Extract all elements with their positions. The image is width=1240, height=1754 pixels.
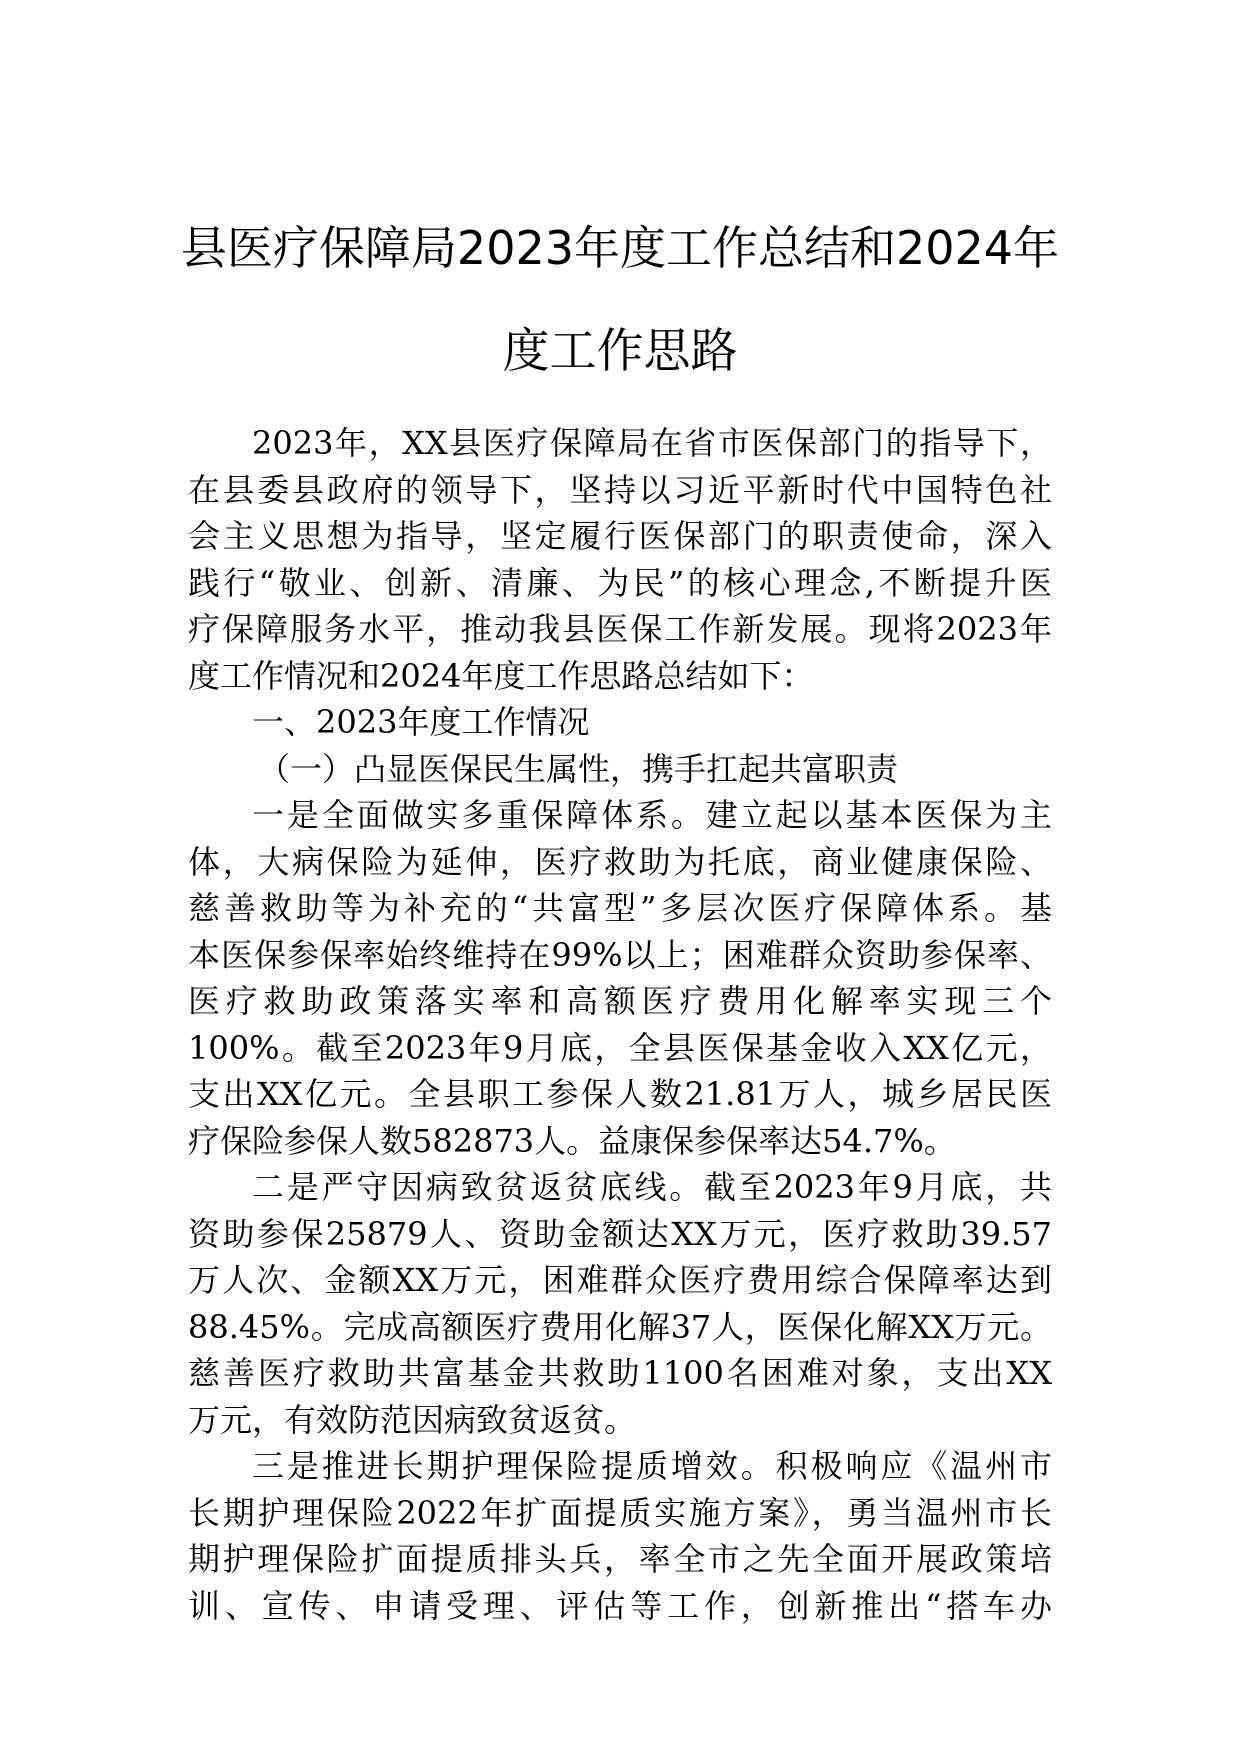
body-line: 践行“敬业、创新、清廉、为民”的核心理念,不断提升医 xyxy=(188,563,1052,602)
body-line: 体，大病保险为延伸，医疗救助为托底，商业健康保险、 xyxy=(188,842,1052,881)
body-line: 长期护理保险2022年扩面提质实施方案》，勇当温州市长 xyxy=(188,1493,1052,1532)
body-line: 一是全面做实多重保障体系。建立起以基本医保为主 xyxy=(252,796,1052,834)
body-line: 疗保障服务水平，推动我县医保工作新发展。现将2023年 xyxy=(188,610,1052,648)
title-line-2: 度工作思路 xyxy=(502,324,738,379)
body-line: 训、宣传、申请受理、评估等工作，创新推出“搭车办 xyxy=(188,1586,1052,1625)
body-line: 资助参保25879人、资助金额达XX万元，医疗救助39.57 xyxy=(188,1214,1052,1253)
body-line: 万元，有效防范因病致贫返贫。 xyxy=(188,1400,637,1439)
body-line: 会主义思想为指导，坚定履行医保部门的职责使命，深入 xyxy=(188,517,1052,555)
body-line: 慈善救助等为补充的“共富型”多层次医疗保障体系。基 xyxy=(188,889,1052,927)
body-line: 医疗救助政策落实率和高额医疗费用化解率实现三个 xyxy=(188,982,1052,1020)
body-line: 在县委县政府的领导下，坚持以习近平新时代中国特色社 xyxy=(188,470,1052,509)
body-line: 期护理保险扩面提质排头兵，率全市之先全面开展政策培 xyxy=(188,1540,1052,1578)
body-line: 二是严守因病致贫返贫底线。截至2023年9月底，共 xyxy=(252,1168,1052,1206)
body-line: 万人次、金额XX万元，困难群众医疗费用综合保障率达到 xyxy=(188,1261,1052,1299)
body-line: 本医保参保率始终维持在99%以上；困难群众资助参保率、 xyxy=(188,935,1052,974)
document-body xyxy=(188,420,1052,1629)
body-line: 100%。截至2023年9月底，全县医保基金收入XX亿元， xyxy=(188,1028,1052,1067)
body-line: 支出XX亿元。全县职工参保人数21.81万人，城乡居民医 xyxy=(188,1075,1052,1113)
body-line: 88.45%。完成高额医疗费用化解37人，医保化解XX万元。 xyxy=(188,1307,1052,1346)
body-line: 疗保险参保人数582873人。益康保参保率达54.7%。 xyxy=(188,1121,956,1160)
body-line: 度工作情况和2024年度工作思路总结如下： xyxy=(188,656,814,695)
subsection-heading: （一）凸显医保民生属性，携手扛起共富职责 xyxy=(258,749,899,788)
body-line: 三是推进长期护理保险提质增效。积极响应《温州市 xyxy=(252,1447,1052,1485)
section-heading: 一、2023年度工作情况 xyxy=(252,703,590,741)
body-line: 2023年，XX县医疗保障局在省市医保部门的指导下， xyxy=(252,424,1052,462)
title-line-1: 县医疗保障局2023年度工作总结和2024年 xyxy=(180,221,1060,275)
document-title xyxy=(180,196,1060,404)
body-line: 慈善医疗救助共富基金共救助1100名困难对象，支出XX xyxy=(188,1354,1052,1392)
